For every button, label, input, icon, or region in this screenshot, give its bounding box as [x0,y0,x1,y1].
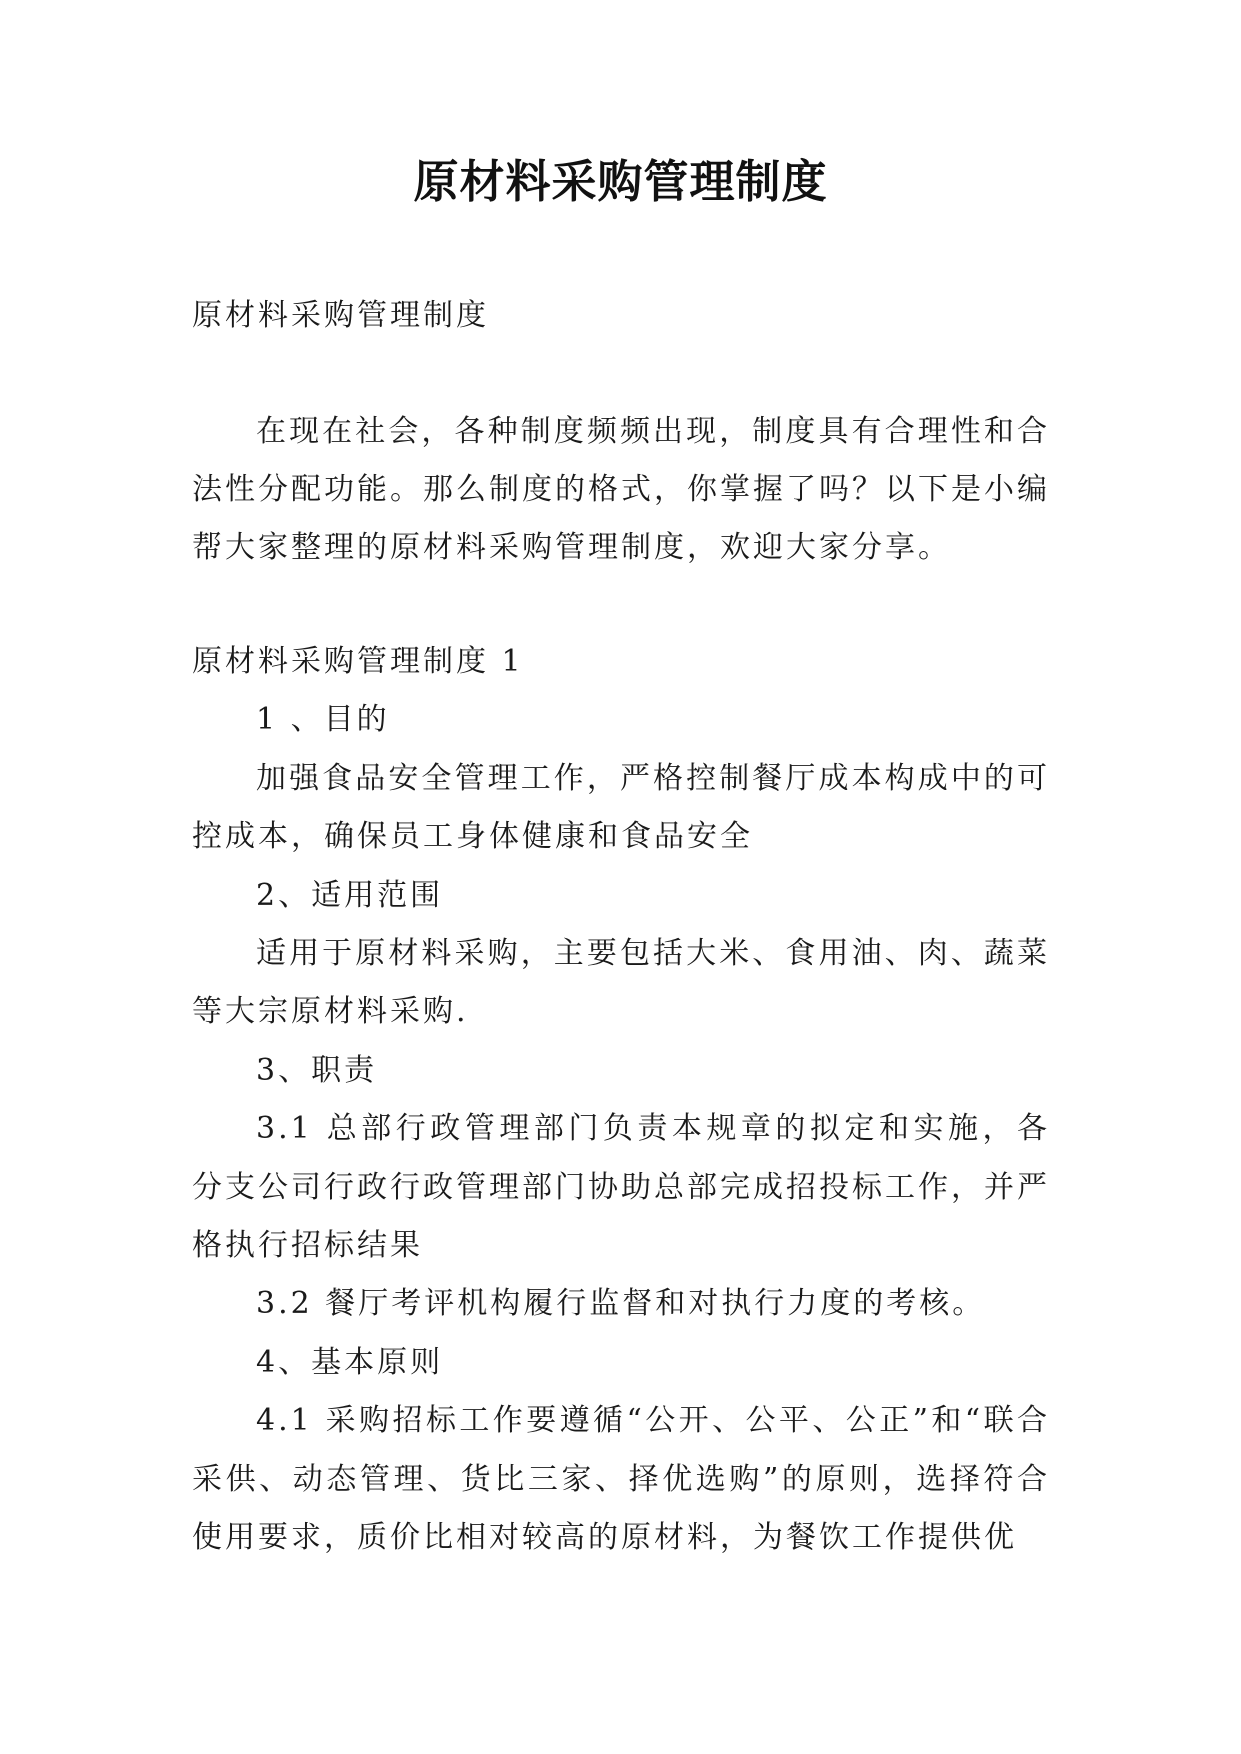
clause-heading-scope: 2、适用范围 [256,877,444,913]
subtitle-text: 原材料采购管理制度 [192,298,489,333]
intro-section [192,403,1050,577]
section-heading: 原材料采购管理制度 1 [192,644,524,679]
policy-body [192,633,1050,1568]
clause-heading-duties: 3、职责 [256,1052,378,1088]
clause-text-purpose: 加强食品安全管理工作，严格控制餐厅成本构成中的可控成本，确保员工身体健康和食品安全 [192,760,1050,855]
clause-text-principle-4-1: 4.1 采购招标工作要遵循“公开、公平、公正”和“联合采供、动态管理、货比三家、择优选购”的原则，选择符合使用要求，质价比相对较高的原材料，为餐饮工作提供优 [192,1403,1050,1556]
clause-text-duty-3-1: 3.1 总部行政管理部门负责本规章的拟定和实施，各分支公司行政行政管理部门协助总部完成招投标工作，并严格执行招标结果 [192,1111,1050,1264]
document-title: 原材料采购管理制度 [413,155,828,208]
clause-heading-principles: 4、基本原则 [256,1344,444,1380]
clause-text-duty-3-2: 3.2 餐厅考评机构履行监督和对执行力度的考核。 [256,1286,986,1322]
clause-text-scope: 适用于原材料采购，主要包括大米、食用油、肉、蔬菜等大宗原材料采购. [192,936,1050,1030]
document-subtitle [192,287,1050,345]
clause-heading-purpose: 1 、目的 [256,702,390,738]
intro-paragraph: 在现在社会，各种制度频频出现，制度具有合理性和合法性分配功能。那么制度的格式，你掌握了吗？以下是小编帮大家整理的原材料采购管理制度，欢迎大家分享。 [192,414,1050,565]
